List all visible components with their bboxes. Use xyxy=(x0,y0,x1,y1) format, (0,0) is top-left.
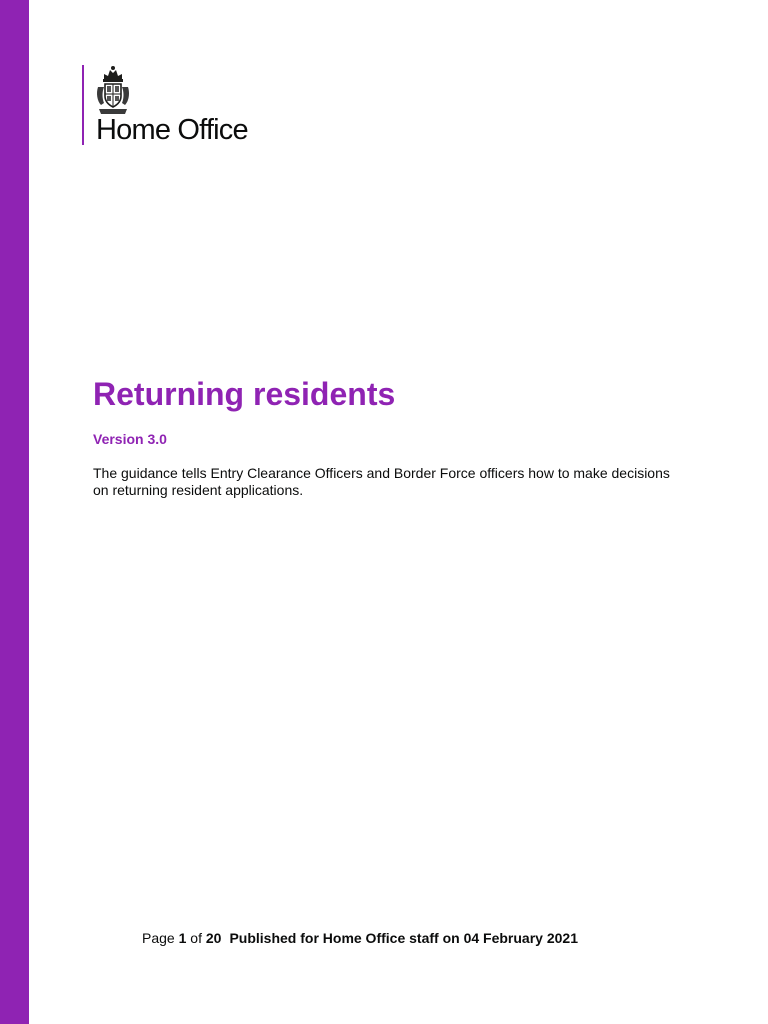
royal-coat-of-arms-icon xyxy=(95,65,131,117)
footer-page-word: Page xyxy=(142,930,175,946)
footer-page-total: 20 xyxy=(205,930,222,946)
page-footer xyxy=(142,931,578,945)
side-color-band xyxy=(0,0,29,1024)
document-summary: The guidance tells Entry Clearance Officers and Border Force officers how to make decisions on returning resident applications. xyxy=(93,465,670,498)
footer-published-text: Published for Home Office staff on 04 February 2021 xyxy=(229,930,578,946)
footer-of-word: of xyxy=(190,930,202,946)
document-version: Version 3.0 xyxy=(93,431,167,447)
footer-page-current: 1 xyxy=(178,930,187,946)
document-title: Returning residents xyxy=(93,376,396,412)
organisation-name: Home Office xyxy=(96,114,248,146)
logo-divider-rule xyxy=(82,65,84,145)
